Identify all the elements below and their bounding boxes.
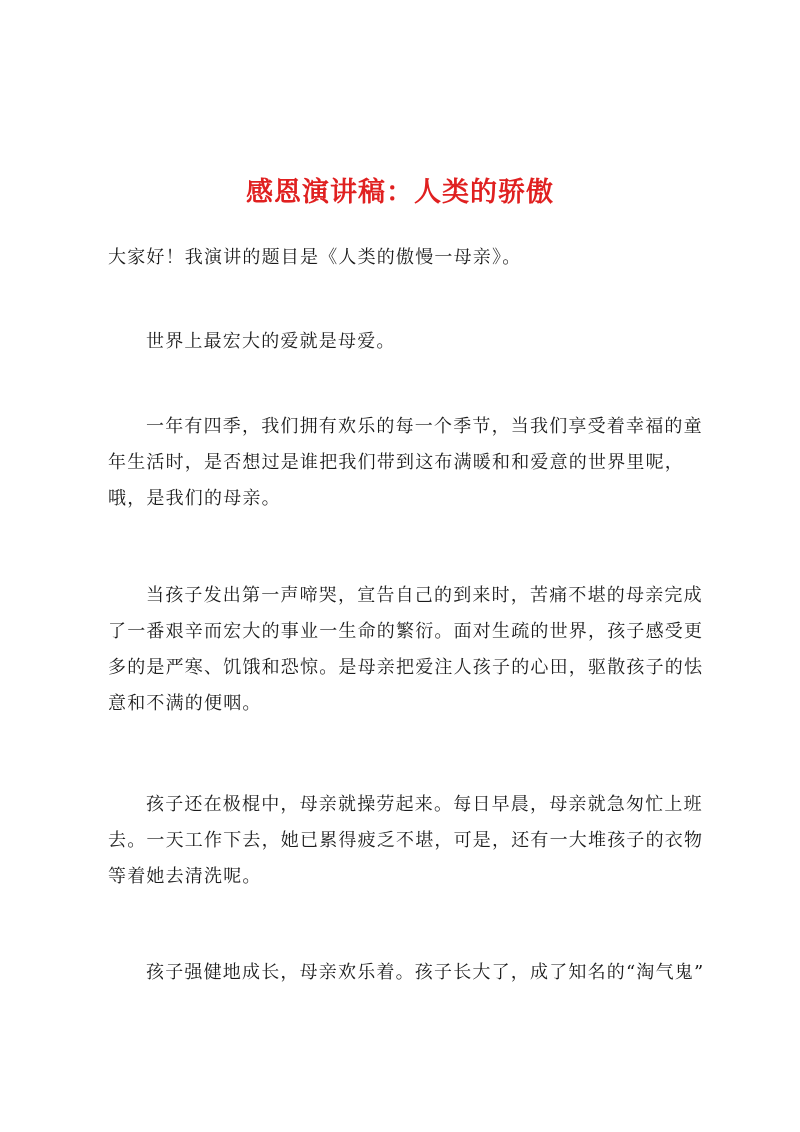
paragraph-cradle: 孩子还在极棍中，母亲就操劳起来。每日早晨，母亲就急匆忙上班去。一天工作下去，她已累得疲乏不堪，可是，还有一大堆孩子的衣物等着她去清洗呢。 xyxy=(108,794,704,887)
paragraph-mother-love: 世界上最宏大的爱就是母爱。 xyxy=(146,331,396,352)
paragraph-first-cry: 当孩子发出第一声啼哭，宣告自己的到来时，苦痛不堪的母亲完成了一番艰辛而宏大的事业一生命的繁衍。面对生疏的世界，孩子感受更多的是严寒、饥饿和恐惊。是母亲把爱注人孩子的心田，驱散孩子的怯意和不满的便咽。 xyxy=(108,585,704,714)
paragraph-growing-up: 孩子强健地成长，母亲欢乐着。孩子长大了，成了知名的“淘气鬼” xyxy=(146,962,705,983)
document-title: 感恩演讲稿：人类的骄傲 xyxy=(246,177,554,208)
paragraph-four-seasons: 一年有四季，我们拥有欢乐的每一个季节，当我们享受着幸福的童年生活时，是否想过是谁把我们带到这布满暖和和爱意的世界里呢，哦，是我们的母亲。 xyxy=(108,416,703,509)
paragraph-greeting: 大家好！我演讲的题目是《人类的傲慢一母亲》。 xyxy=(108,247,522,268)
